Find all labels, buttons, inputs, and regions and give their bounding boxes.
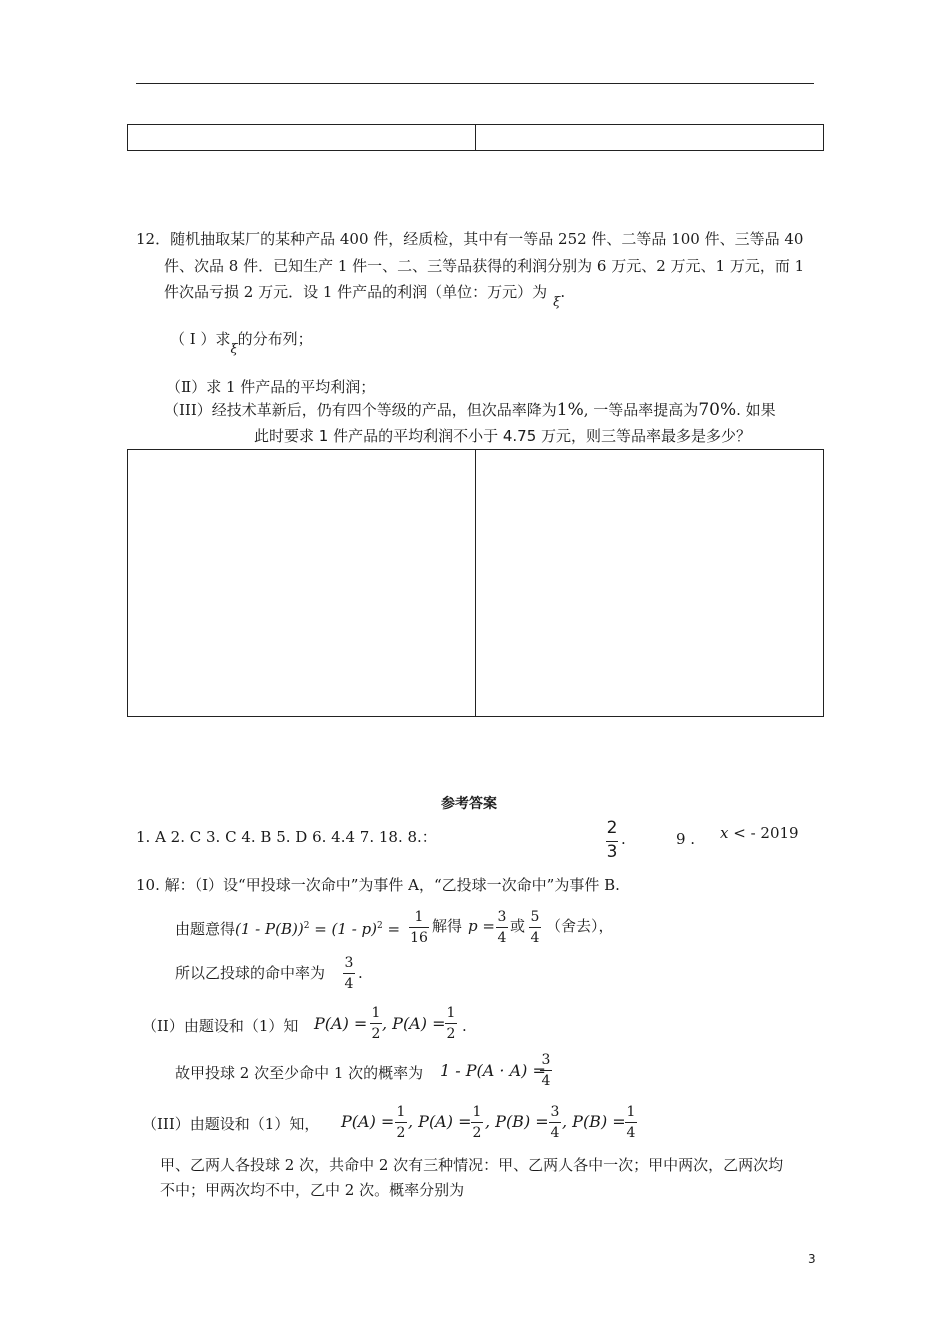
q12-pct1: 1%	[556, 400, 584, 420]
s10-iii-bar4	[625, 1122, 637, 1123]
s10-eq-mid: (1 - P(B))	[235, 920, 304, 938]
s10-iii-n3: 3	[550, 1104, 560, 1120]
s10-conc: 所以乙投球的命中率为	[175, 964, 326, 982]
s10-ii-sep: , P(A) =	[382, 1014, 446, 1033]
s10-or: 或	[510, 917, 526, 935]
q12-part3	[164, 400, 776, 420]
s10-ii-d1: 2	[371, 1026, 381, 1042]
s10-ii-bar2	[445, 1023, 457, 1024]
q12-part1	[170, 329, 313, 357]
s10-iii-d3: 4	[550, 1125, 560, 1141]
q12-part3-b: , 一等品率提高为	[583, 401, 699, 419]
s10-f1-num: 1	[414, 909, 424, 925]
s10-f1-bar	[409, 927, 429, 928]
s10-conc-bar	[343, 973, 355, 974]
s10-f3-num: 5	[530, 909, 540, 925]
q12-part1-a: （ I ）求	[170, 330, 231, 348]
s10-iii-bar2	[471, 1122, 483, 1123]
s10-solve: 解得	[432, 917, 463, 935]
s10-iii-e3: , P(B) =	[485, 1112, 549, 1131]
s10-f2-bar	[496, 927, 508, 928]
s10-f1-den: 16	[410, 930, 428, 946]
q12-part1-xi: ξ	[230, 342, 238, 357]
a8-denominator: 3	[606, 842, 618, 862]
q12-line1: 12．随机抽取某厂的某种产品 400 件，经质检，其中有一等品 252 件、二等品 100 件、三等品 40	[136, 230, 804, 248]
s10-p-eq	[468, 916, 495, 936]
page-number: 3	[808, 1252, 816, 1266]
header-rule	[136, 83, 814, 84]
q12-part3-line2: 此时要求 1 件产品的平均利润不小于 4.75 万元，则三等品率最多是多少？	[254, 427, 752, 445]
s10-ii-line2: 故甲投球 2 次至少命中 1 次的概率为	[175, 1064, 424, 1082]
a9-label: 9 .	[676, 830, 696, 848]
s10-f3-den: 4	[530, 930, 540, 946]
a8-dot: .	[621, 830, 626, 848]
answer-table-top-divider	[475, 124, 476, 151]
q12-part1-b: 的分布列；	[237, 330, 313, 348]
q12-line3-end: .	[560, 283, 566, 301]
s10-conc-num: 3	[344, 955, 354, 971]
s10-iii-n1: 1	[396, 1104, 406, 1120]
s10-head: 10. 解：（I）设“甲投球一次命中”为事件 A，“乙投球一次命中”为事件 B.	[136, 876, 620, 894]
q12-part3-c: . 如果	[736, 401, 776, 419]
s10-f2-den: 4	[497, 930, 507, 946]
s10-iii-e2: , P(A) =	[408, 1112, 472, 1131]
s10-f2-num: 3	[497, 909, 507, 925]
s10-ii: （II）由题设和（1）知	[142, 1017, 299, 1035]
s10-ii-n1: 1	[371, 1005, 381, 1021]
s10-iii-e1: P(A) =	[341, 1112, 395, 1131]
q12-part3-a: （III）经技术革新后，仍有四个等级的产品，但次品率降为	[164, 401, 557, 419]
s10-ii-n2: 1	[446, 1005, 456, 1021]
answer-box-divider	[475, 449, 476, 717]
s10-iii-d1: 2	[396, 1125, 406, 1141]
s10-iii-p2: 不中；甲两次均不中，乙中 2 次。概率分别为	[160, 1181, 465, 1199]
a9-rest: < - 2019	[728, 824, 799, 842]
s10-eq-eq: =	[382, 920, 401, 938]
s10-sq1: 2	[303, 921, 310, 931]
s10-iii: （III）由题设和（1）知，	[142, 1115, 320, 1133]
s10-eq-line	[175, 916, 400, 939]
s10-iii-d2: 2	[472, 1125, 482, 1141]
q12-line3-text: 件次品亏损 2 万元．设 1 件产品的利润（单位：万元）为	[164, 283, 548, 301]
s10-iii-d4: 4	[626, 1125, 636, 1141]
s10-ii-expr: 1 - P(A · A) =	[440, 1061, 546, 1080]
s10-iii-n2: 1	[472, 1104, 482, 1120]
answers-title: 参考答案	[441, 796, 497, 812]
a9-expr	[720, 823, 799, 843]
s10-ii-bar3	[540, 1070, 552, 1071]
s10-iii-e4: , P(B) =	[562, 1112, 626, 1131]
s10-ii-d2: 2	[446, 1026, 456, 1042]
s10-discard: （舍去），	[546, 917, 614, 935]
s10-eq-mid2: = (1 - p)	[309, 920, 377, 938]
a9-x: x	[720, 824, 729, 842]
s10-ii-n3: 3	[541, 1052, 551, 1068]
s10-p: p	[468, 917, 478, 935]
q12-line3	[164, 282, 566, 310]
s10-ii-bar1	[370, 1023, 382, 1024]
s10-conc-den: 4	[344, 976, 354, 992]
s10-iii-p1: 甲、乙两人各投球 2 次，共命中 2 次有三种情况：甲、乙两人各中一次；甲中两次，乙两次均	[160, 1156, 784, 1174]
q12-part2: （Ⅱ）求 1 件产品的平均利润；	[166, 378, 376, 396]
s10-eq2: =	[477, 917, 495, 935]
s10-sq2: 2	[376, 921, 383, 931]
s10-ii-end: .	[462, 1017, 467, 1035]
s10-ii-pa: P(A) =	[314, 1014, 368, 1033]
answers-row: 1. A 2. C 3. C 4. B 5. D 6. 4.4 7. 18. 8.：	[136, 828, 437, 846]
s10-conc-end: .	[358, 964, 363, 982]
s10-iii-bar1	[395, 1122, 407, 1123]
s10-f3-bar	[529, 927, 541, 928]
s10-ii-d3: 4	[541, 1073, 551, 1089]
s10-iii-bar3	[549, 1122, 561, 1123]
q12-xi-symbol: ξ	[553, 295, 561, 310]
s10-iii-n4: 1	[626, 1104, 636, 1120]
q12-pct2: 70%	[698, 400, 737, 420]
s10-eq-pre: 由题意得	[175, 920, 236, 938]
a8-numerator: 2	[606, 818, 618, 838]
q12-line2: 件、次品 8 件．已知生产 1 件一、二、三等品获得的利润分别为 6 万元、2 万元、1 万元，而 1	[164, 257, 805, 275]
